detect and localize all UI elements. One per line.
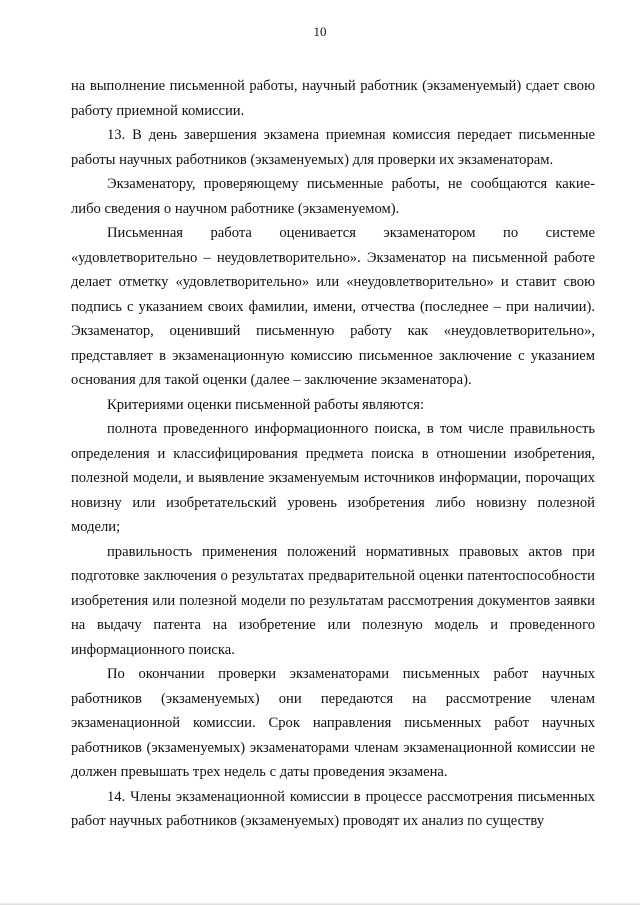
paragraph-examiner-anonymity: Экзаменатору, проверяющему письменные работы, не сообщаются какие-либо сведения о научном работнике (экзаменуемом).: [71, 176, 595, 217]
paragraph-criteria-intro: Критериями оценки письменной работы являются:: [107, 396, 425, 413]
paragraph-grading-system: Письменная работа оценивается экзаменатором по системе «удовлетворительно – неудовлетворительно». Экзаменатор на письменной работе делает отметку «удовлетворительно» или «неудовлетворительно» и ставит свою подпись с указанием своих фамилии, имени, отчества (последнее – при наличии). Экзаменатор, оценивший письменную работу как «неудовлетворительно», представляет в экзаменационную комиссию письменное заключение с указанием основания для такой оценки (далее – заключение экзаменатора).: [71, 225, 595, 388]
paragraph-criterion-search-completeness: полнота проведенного информационного поиска, в том числе правильность определения и классифицирования предмета поиска в отношении изобретения, полезной модели, и выявление экзаменуемым источников информации, порочащих новизну или изобретательский уровень изобретения либо новизну полезной модели;: [71, 421, 595, 535]
paragraph-item-14: 14. Члены экзаменационной комиссии в процессе рассмотрения письменных работ научных работников (экзаменуемых) проводят их анализ по существу: [71, 788, 595, 829]
page-number: 10: [313, 24, 327, 39]
document-body: [71, 74, 595, 834]
paragraph-item-13: 13. В день завершения экзамена приемная комиссия передает письменные работы научных работников (экзаменуемых) для проверки их экзаменаторам.: [71, 127, 595, 168]
paragraph-criterion-legal-correctness: правильность применения положений нормативных правовых актов при подготовке заключения о результатах предварительной оценки патентоспособности изобретения или полезной модели по результатам рассмотрения документов заявки на выдачу патента на изобретение или полезную модель и проведенного информационного поиска.: [71, 543, 595, 658]
paragraph-continuation: на выполнение письменной работы, научный работник (экзаменуемый) сдает свою работу приемной комиссии.: [71, 78, 595, 119]
paragraph-review-transfer: По окончании проверки экзаменаторами письменных работ научных работников (экзаменуемых) они передаются на рассмотрение членам экзаменационной комиссии. Срок направления письменных работ научных работников (экзаменуемых) экзаменаторами членам экзаменационной комиссии не должен превышать трех недель с даты проведения экзамена.: [71, 666, 595, 780]
